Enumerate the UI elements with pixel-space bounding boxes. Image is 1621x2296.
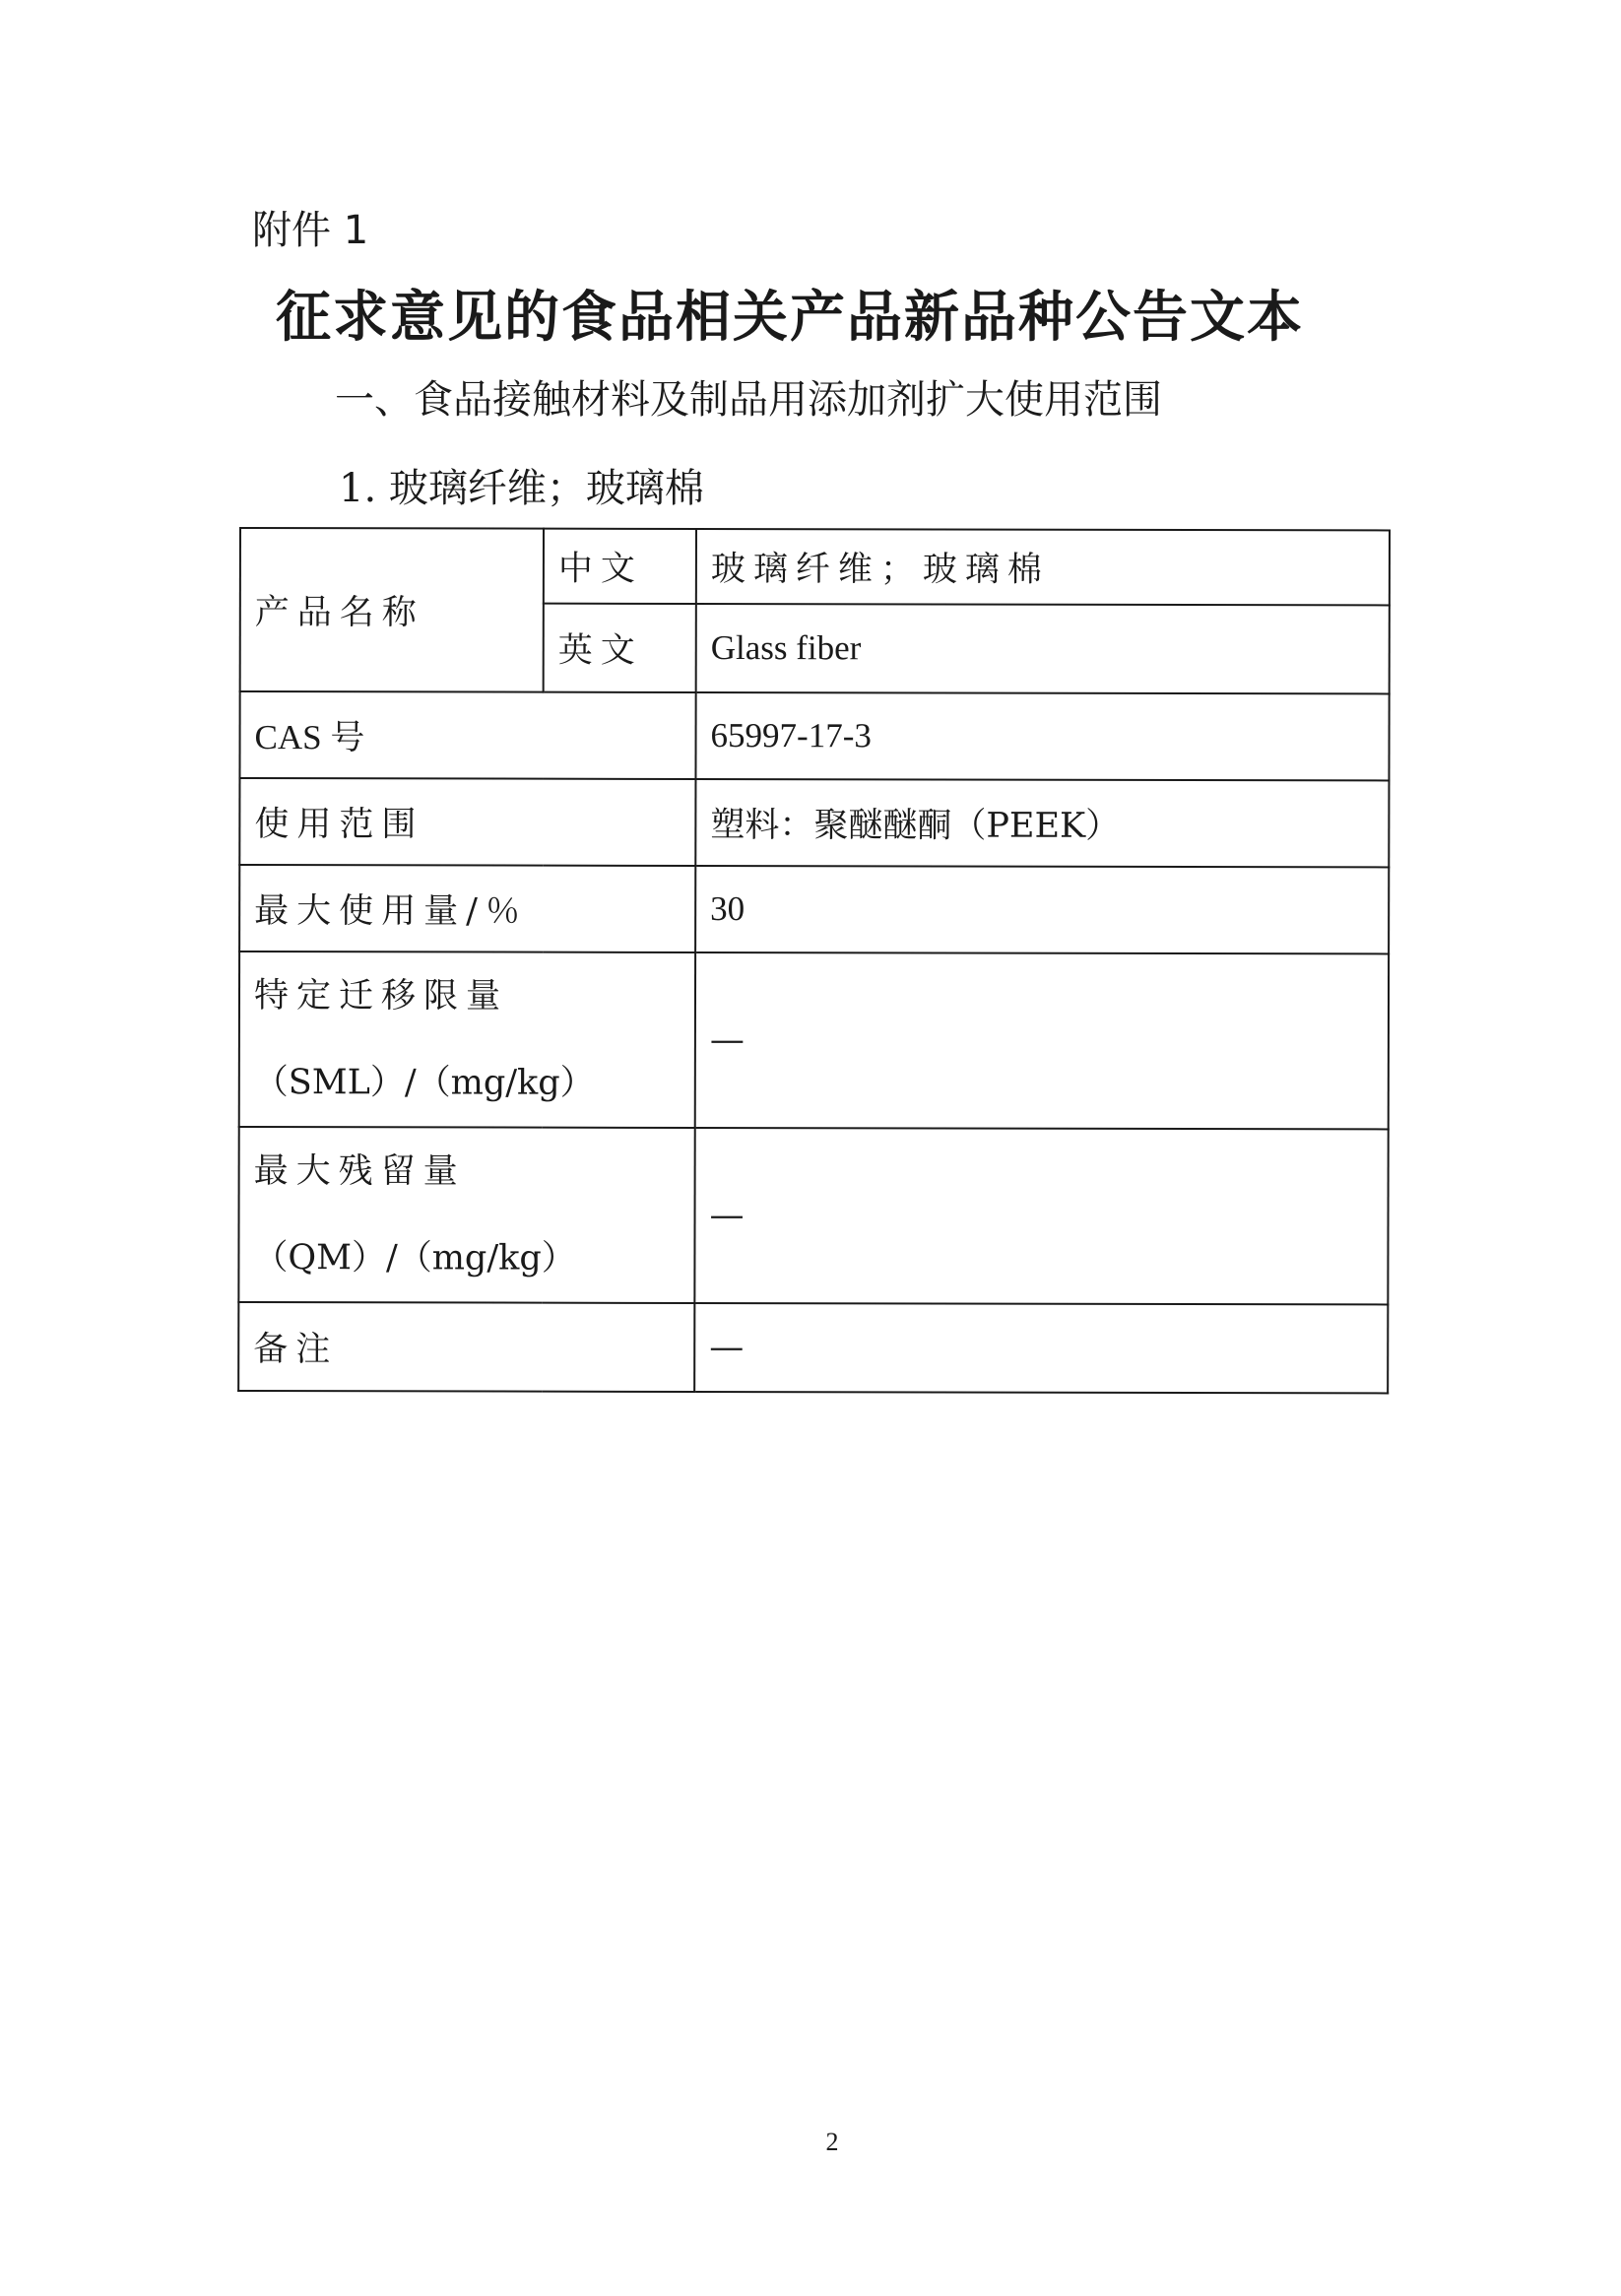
document-title: 征求意见的食品相关产品新品种公告文本 (276, 285, 1304, 350)
cas-value: 65997-17-3 (695, 692, 1389, 780)
attachment-label: 附件 1 (252, 208, 369, 253)
table-row (239, 778, 1389, 867)
sml-label-line1: 特定迁移限量 (253, 976, 509, 1017)
page-number: 2 (825, 2128, 839, 2156)
sml-label-line2: （SML）/（mg/kg） (253, 1063, 595, 1103)
qm-label-line1: 最大残留量 (253, 1151, 466, 1192)
cas-label: CAS 号 (239, 691, 695, 779)
english-name-value: Glass fiber (696, 604, 1390, 693)
qm-label (238, 1127, 694, 1303)
sml-label (239, 951, 695, 1128)
scope-value: 塑料：聚醚醚酮（PEEK） (695, 779, 1389, 867)
table-row (239, 691, 1389, 780)
qm-label-line2: （QM）/（mg/kg） (253, 1238, 576, 1279)
table-row (240, 528, 1390, 605)
qm-value: — (694, 1128, 1388, 1304)
item-heading: 1. 玻璃纤维；玻璃棉 (339, 466, 704, 511)
english-label: 英文 (544, 604, 696, 692)
product-name-label: 产品名称 (240, 528, 544, 692)
max-usage-label: 最大使用量/％ (239, 865, 695, 952)
table-row (239, 865, 1389, 953)
table-row (239, 951, 1389, 1129)
remarks-value: — (694, 1303, 1388, 1393)
chinese-label: 中文 (544, 529, 696, 604)
section-heading: 一、食品接触材料及制品用添加剂扩大使用范围 (335, 377, 1162, 423)
scope-label: 使用范围 (239, 778, 695, 866)
specification-table (237, 527, 1391, 1394)
remarks-label: 备注 (238, 1302, 694, 1392)
sml-value: — (695, 952, 1389, 1129)
table-row (238, 1127, 1388, 1304)
table-row (238, 1302, 1388, 1393)
max-usage-value: 30 (695, 866, 1389, 953)
chinese-name-value: 玻璃纤维；玻璃棉 (696, 529, 1390, 605)
